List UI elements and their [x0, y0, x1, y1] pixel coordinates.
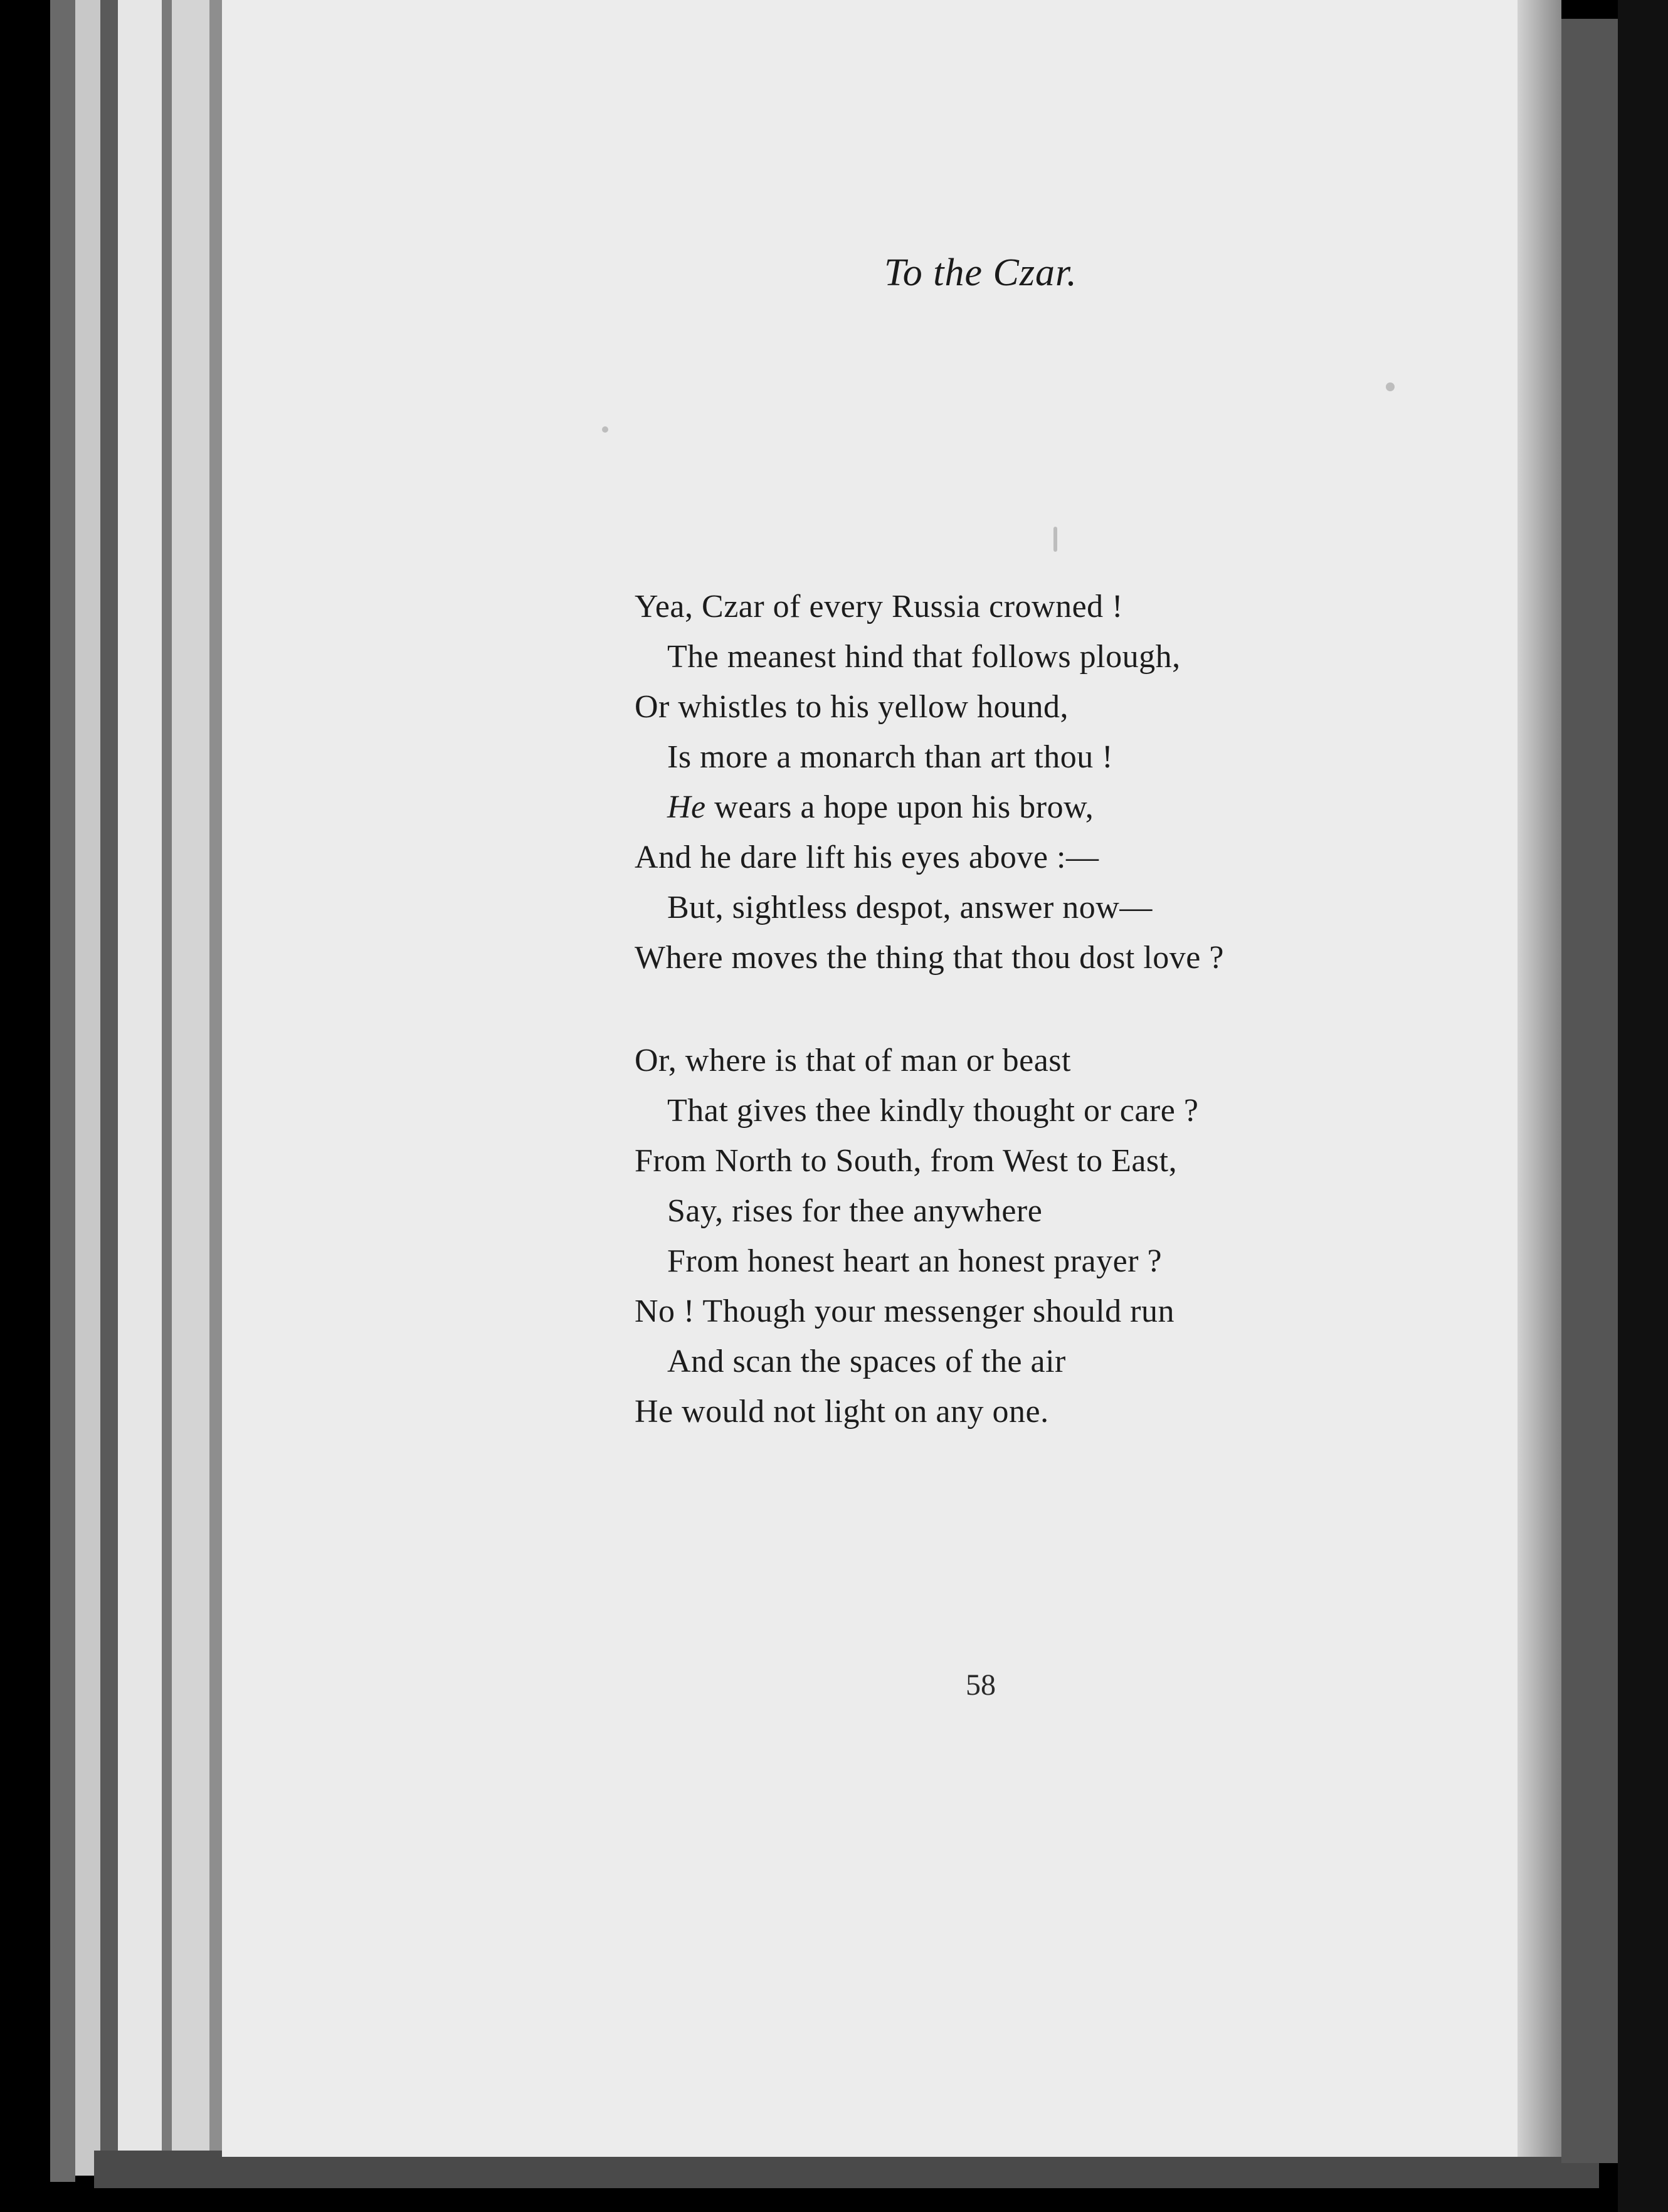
gutter-shadow — [1518, 0, 1561, 2157]
paper-speck — [1053, 527, 1057, 552]
poem-line: The meanest hind that follows plough, — [667, 639, 1181, 675]
poem-line: And scan the spaces of the air — [667, 1344, 1066, 1379]
stanza — [635, 1036, 1198, 1437]
page-edge — [162, 0, 172, 2163]
page-edge — [75, 0, 100, 2176]
poem-line: Or whistles to his yellow hound, — [635, 689, 1069, 725]
poem-line: That gives thee kindly thought or care ? — [667, 1093, 1199, 1129]
paper-speck — [602, 426, 608, 433]
poem-line: Yea, Czar of every Russia crowned ! — [635, 589, 1123, 624]
stanza — [635, 582, 1224, 983]
page-edge — [172, 0, 209, 2157]
scan-background — [1618, 0, 1668, 2212]
poem-line: He would not light on any one. — [635, 1394, 1049, 1430]
paper-speck — [1386, 382, 1395, 391]
page-edge — [118, 0, 162, 2166]
poem-line: Where moves the thing that thou dost love ? — [635, 940, 1224, 976]
poem-line: But, sightless despot, answer now— — [667, 890, 1153, 925]
poem-line: Say, rises for thee anywhere — [667, 1193, 1043, 1229]
poem-line: And he dare lift his eyes above :— — [635, 840, 1099, 875]
book-cover-edge — [1561, 19, 1618, 2163]
page-edge — [100, 0, 118, 2169]
poem-line: Is more a monarch than art thou ! — [667, 739, 1114, 775]
page-edge — [50, 0, 75, 2182]
poem-line: Or, where is that of man or beast — [635, 1043, 1071, 1078]
poem-line: From honest heart an honest prayer ? — [667, 1243, 1163, 1279]
poem-line: No ! Though your messenger should run — [635, 1293, 1174, 1329]
poem-line: He wears a hope upon his brow, — [667, 789, 1094, 825]
page-edge — [209, 0, 222, 2157]
poem-title: To the Czar. — [884, 251, 1077, 294]
poem-line: From North to South, from West to East, — [635, 1143, 1178, 1179]
page-number: 58 — [966, 1668, 996, 1702]
